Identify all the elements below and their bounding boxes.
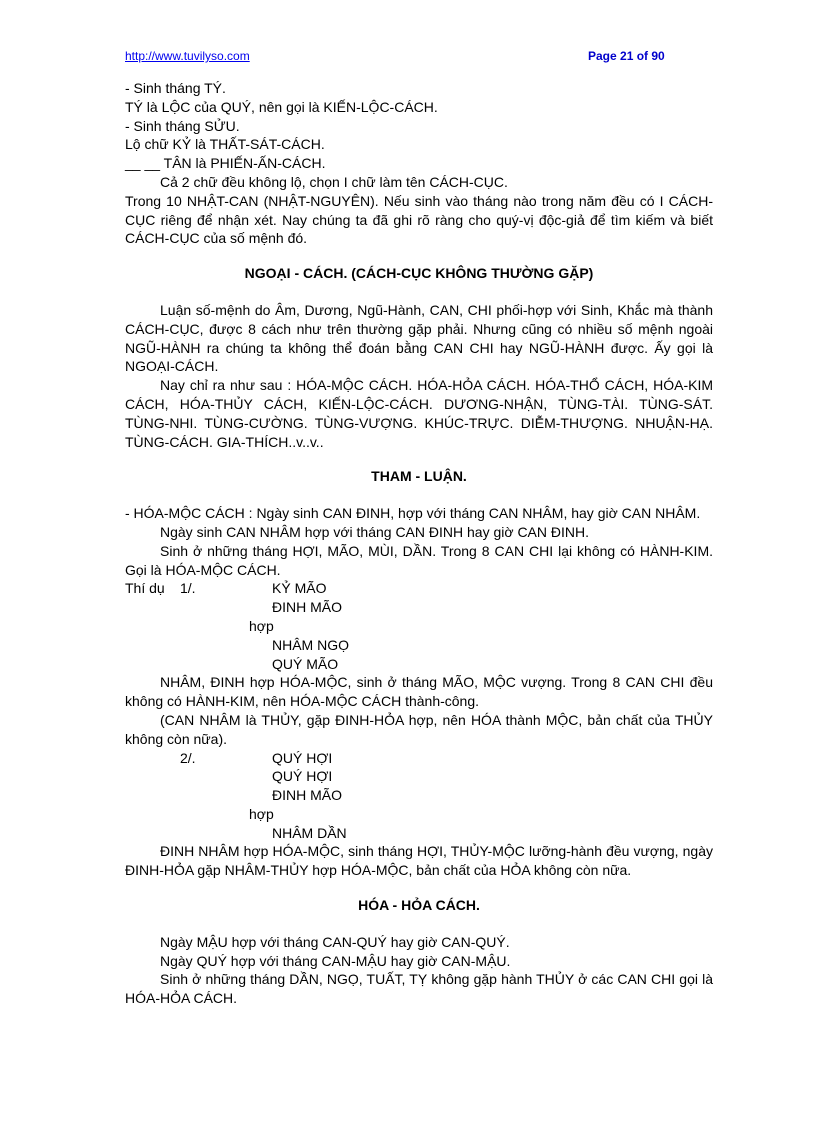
intro-paragraph: Trong 10 NHẬT-CAN (NHẬT-NGUYÊN). Nếu sinh vào tháng nào trong năm đều có I CÁCH-CỤC riêng để nhận xét. Nay chúng ta đã ghi rõ ràng cho quý-vị độc-giả để tìm kiếm và biết CÁCH-CỤC của số mệnh đó.: [125, 192, 713, 247]
document-body: [125, 79, 713, 1008]
section-heading-hoa-hoa-cach: HÓA - HỎA CÁCH.: [358, 897, 480, 914]
example-hop: hợp: [249, 805, 274, 822]
page-number: Page 21 of 90: [588, 49, 665, 63]
paragraph: ĐINH NHÂM hợp HÓA-MỘC, sinh tháng HỢI, THỦY-MỘC lưỡng-hành đều vượng, ngày ĐINH-HỎA gặp NHÂM-THỦY hợp HÓA-MỘC, bản chất của HỎA không còn nữa.: [125, 843, 713, 879]
paragraph: Ngày sinh CAN NHÂM hợp với tháng CAN ĐINH hay giờ CAN ĐINH.: [160, 523, 589, 540]
paragraph: Ngày MẬU hợp với tháng CAN-QUÝ hay giờ CAN-QUÝ.: [160, 933, 510, 950]
example-number: 2/.: [180, 749, 196, 766]
paragraph: NHÂM, ĐINH hợp HÓA-MỘC, sinh ở tháng MÃO, MỘC vượng. Trong 8 CAN CHI đều không có HÀNH-KIM, nên HÓA-MỘC CÁCH thành-công.: [125, 674, 713, 710]
example-pillar: QUÝ HỢI: [272, 749, 333, 766]
paragraph: Luận số-mệnh do Âm, Dương, Ngũ-Hành, CAN, CHI phối-hợp với Sinh, Khắc mà thành CÁCH-CỤC, được 8 cách như trên thường gặp phải. Nhưng cũng có nhiều số mệnh ngoài NGŨ-HÀNH ra chúng ta không thể đoán bằng CAN CHI hay NGŨ-HÀNH được. Ấy gọi là NGOẠI-CÁCH.: [125, 301, 713, 375]
intro-line: Lộ chữ KỶ là THẤT-SÁT-CÁCH.: [125, 136, 325, 153]
intro-indent-line: Cả 2 chữ đều không lộ, chọn I chữ làm tên CÁCH-CỤC.: [160, 173, 508, 190]
example-row: [125, 579, 713, 598]
paragraph: Sinh ở những tháng DẦN, NGỌ, TUẤT, TỴ không gặp hành THỦY ở các CAN CHI gọi là HÓA-HỎA CÁCH.: [125, 971, 713, 1007]
example-row: [125, 786, 713, 805]
intro-line: __ __ TÂN là PHIẾN-ẤN-CÁCH.: [125, 155, 326, 172]
paragraph: Ngày QUÝ hợp với tháng CAN-MẬU hay giờ CAN-MẬU.: [160, 952, 511, 969]
example-row: [125, 824, 713, 843]
paragraph: - HÓA-MỘC CÁCH : Ngày sinh CAN ĐINH, hợp với tháng CAN NHÂM, hay giờ CAN NHÂM.: [125, 505, 701, 522]
example-row: [125, 749, 713, 768]
paragraph: Nay chỉ ra như sau : HÓA-MỘC CÁCH. HÓA-HỎA CÁCH. HÓA-THỔ CÁCH, HÓA-KIM CÁCH, HÓA-THỦY CÁCH, KIẾN-LỘC-CÁCH. DƯƠNG-NHẬN, TÙNG-TÀI. TÙNG-SÁT. TÙNG-NHI. TÙNG-CƯỜNG. TÙNG-VƯỢNG. KHÚC-TRỰC. DIỄM-THƯỢNG. NHUẬN-HẠ. TÙNG-CÁCH. GIA-THÍCH..v..v..: [125, 377, 713, 450]
intro-line: - Sinh tháng SỬU.: [125, 117, 240, 134]
example-hop: hợp: [249, 617, 274, 634]
example-pillar: NHÂM NGỌ: [272, 636, 349, 653]
example-row: [125, 767, 713, 786]
example-pillar: QUÝ MÃO: [272, 655, 339, 672]
intro-line: TÝ là LỘC của QUÝ, nên gọi là KIẾN-LỘC-CÁCH.: [125, 98, 438, 115]
example-pillar: QUÝ HỢI: [272, 768, 333, 785]
paragraph: Sinh ở những tháng HỢI, MÃO, MÙI, DẦN. Trong 8 CAN CHI lại không có HÀNH-KIM. Gọi là HÓA-MỘC CÁCH.: [125, 542, 713, 578]
example-row: [125, 655, 713, 674]
paragraph: (CAN NHÂM là THỦY, gặp ĐINH-HỎA hợp, nên HÓA thành MỘC, bản chất của THỦY không còn nữa).: [125, 711, 713, 747]
source-url-link[interactable]: http://www.tuvilyso.com: [125, 49, 250, 63]
section-heading-ngoai-cach: NGOẠI - CÁCH. (CÁCH-CỤC KHÔNG THƯỜNG GẶP): [244, 265, 594, 282]
example-pillar: KỶ MÃO: [272, 580, 327, 597]
example-row: [125, 636, 713, 655]
example-number: 1/.: [180, 580, 196, 597]
example-pillar: ĐINH MÃO: [272, 599, 342, 616]
intro-line: - Sinh tháng TÝ.: [125, 80, 226, 96]
example-row: [125, 617, 713, 636]
example-pillar: NHÂM DẦN: [272, 824, 347, 841]
example-label: Thí dụ: [125, 580, 165, 597]
example-pillar: ĐINH MÃO: [272, 787, 342, 804]
example-row: [125, 598, 713, 617]
section-heading-tham-luan: THAM - LUẬN.: [371, 468, 467, 485]
example-row: [125, 805, 713, 824]
